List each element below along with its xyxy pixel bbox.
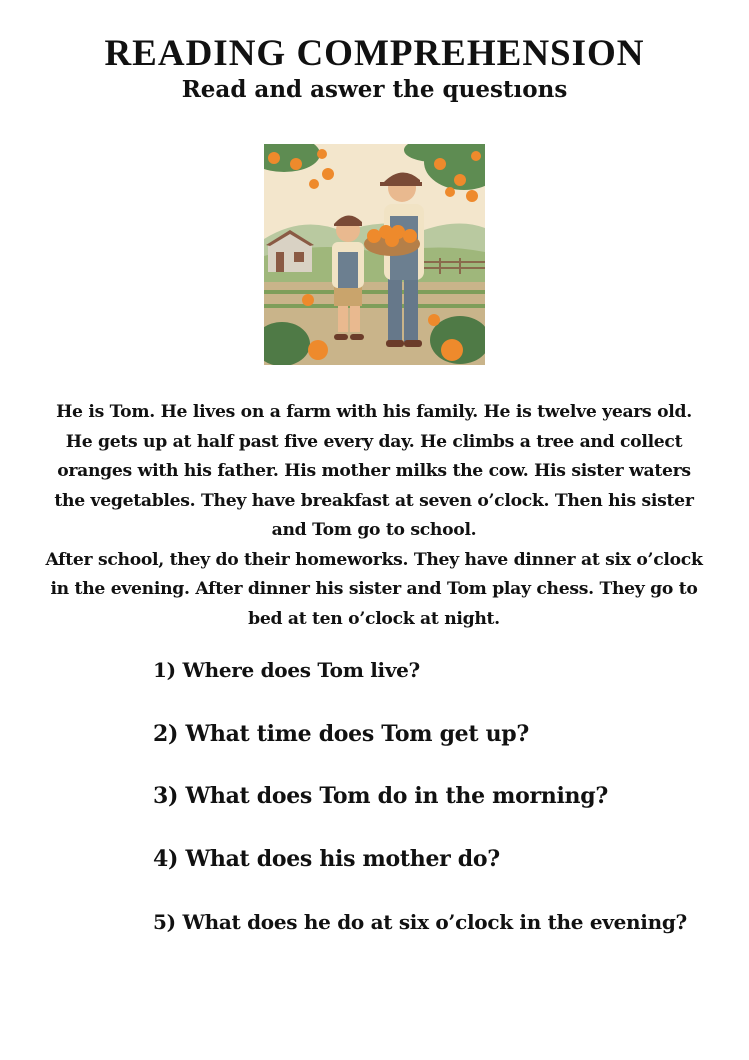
farm-orange-harvest-illustration xyxy=(264,144,485,365)
question-item: 3) What does Tom do in the morning? xyxy=(153,783,608,809)
passage-line: After school, they do their homeworks. They have dinner at six o’clock xyxy=(45,549,703,570)
passage-line: bed at ten o’clock at night. xyxy=(248,608,500,629)
passage-line: He gets up at half past five every day. He climbs a tree and collect xyxy=(65,431,683,452)
page-title: READING COMPREHENSION xyxy=(104,33,645,74)
passage-line: He is Tom. He lives on a farm with his family. He is twelve years old. xyxy=(56,402,692,422)
question-item: 4) What does his mother do? xyxy=(153,846,500,872)
passage-line: in the evening. After dinner his sister and Tom play chess. They go to xyxy=(50,579,698,599)
passage-line: oranges with his father. His mother milks the cow. His sister waters xyxy=(57,461,691,481)
question-item: 5) What does he do at six o’clock in the evening? xyxy=(153,910,687,934)
passage-line: and Tom go to school. xyxy=(271,520,477,540)
question-item: 2) What time does Tom get up? xyxy=(153,721,529,747)
passage-line: the vegetables. They have breakfast at seven o’clock. Then his sister xyxy=(54,490,694,511)
question-item: 1) Where does Tom live? xyxy=(153,658,420,682)
reading-passage xyxy=(24,398,724,634)
page-subtitle: Read and aswer the questıons xyxy=(181,76,568,103)
